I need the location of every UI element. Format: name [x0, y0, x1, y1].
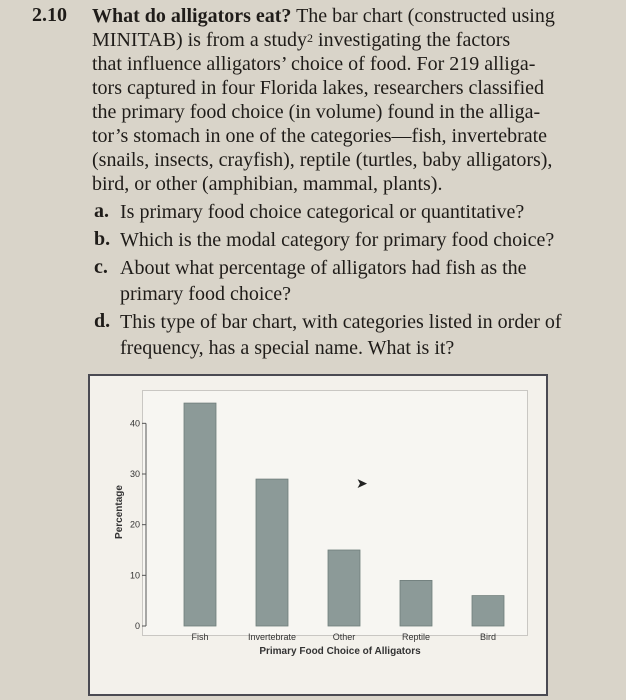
problem-line-3: that influence alligators’ choice of food. For 219 alliga- — [92, 53, 536, 75]
problem-line-6: tor’s stomach in one of the categories—fish, invertebrate — [92, 125, 548, 147]
x-tick-label: Bird — [479, 632, 497, 642]
problem-title: What do alligators eat? — [92, 5, 292, 27]
x-tick-label: Reptile — [401, 632, 431, 642]
problem-line-4: tors captured in four Florida lakes, researchers classified — [92, 77, 545, 99]
part-b-letter: b. — [94, 228, 111, 250]
problem-line-2 — [92, 28, 510, 52]
bar-bird — [472, 596, 504, 626]
part-d-letter: d. — [94, 310, 111, 332]
x-tick-label: Invertebrate — [247, 632, 297, 642]
y-tick-label: 10 — [129, 570, 140, 581]
chart-figure — [88, 374, 548, 696]
problem-line-7: (snails, insects, crayfish), reptile (turtles, baby alligators), — [92, 149, 553, 171]
problem-text-3: investigating the factors — [313, 29, 511, 51]
bar-other — [328, 550, 360, 626]
x-tick-label: Fish — [191, 632, 209, 642]
part-a-text: Is primary food choice categorical or quantitative? — [120, 201, 525, 223]
y-tick-label: 0 — [134, 621, 140, 631]
problem-text-2: MINITAB) is from a study — [92, 29, 308, 51]
problem-line-5: the primary food choice (in volume) found in the alliga- — [92, 101, 541, 123]
y-axis-title: Percentage — [114, 485, 125, 539]
part-d-text-2: frequency, has a special name. What is it? — [120, 337, 455, 359]
bar-reptile — [400, 580, 432, 626]
part-c-text-1: About what percentage of alligators had fish as the — [120, 257, 527, 279]
part-d-text-1: This type of bar chart, with categories listed in order of — [120, 311, 562, 333]
part-b-text: Which is the modal category for primary food choice? — [120, 229, 555, 251]
x-tick-label: Other — [332, 632, 356, 642]
mouse-cursor-icon: ➤ — [356, 477, 368, 492]
problem-line-1 — [92, 4, 555, 28]
y-tick-label: 20 — [129, 519, 140, 530]
y-tick-label: 40 — [129, 418, 140, 429]
x-axis-title: Primary Food Choice of Alligators — [259, 646, 421, 657]
y-tick-label: 30 — [129, 469, 140, 479]
footnote-mark: 2 — [307, 31, 314, 45]
bar-chart — [90, 376, 550, 698]
part-c-letter: c. — [94, 256, 108, 278]
part-a-letter: a. — [94, 200, 109, 222]
problem-line-8: bird, or other (amphibian, mammal, plants). — [92, 173, 443, 195]
problem-number: 2.10 — [32, 4, 67, 26]
bar-invertebrate — [256, 479, 288, 626]
bar-fish — [184, 403, 216, 626]
problem-text-1: The bar chart (constructed using — [296, 5, 555, 27]
part-c-text-2: primary food choice? — [120, 283, 292, 305]
